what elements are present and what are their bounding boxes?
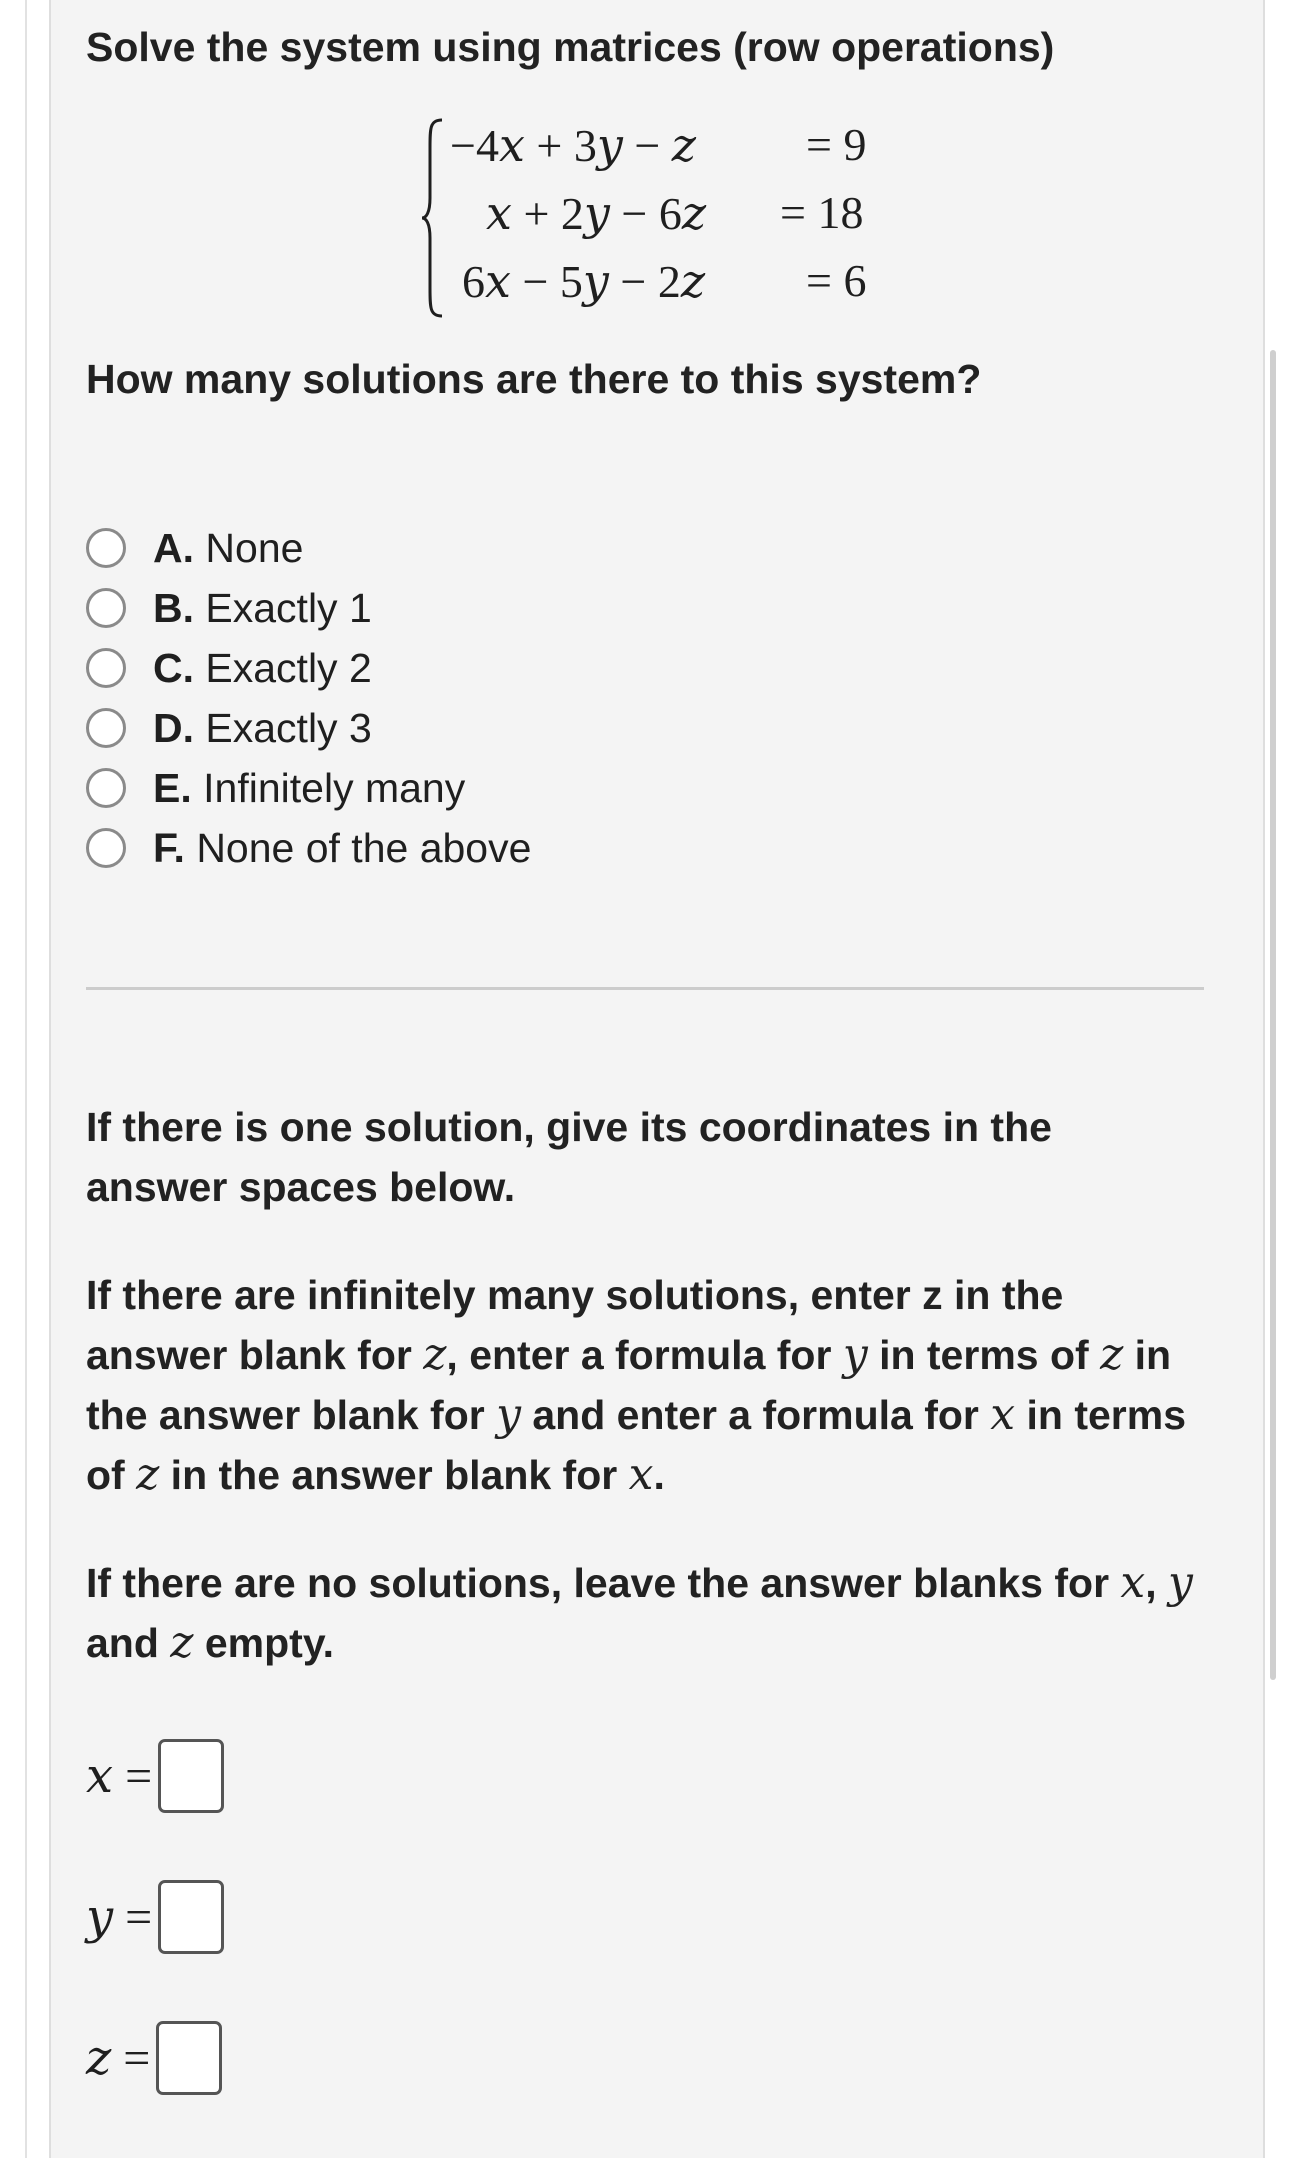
radio-icon[interactable]: [86, 528, 126, 568]
option-label: Exactly 3: [205, 704, 372, 751]
option-d-text: [153, 705, 372, 752]
var-y: 𝑦: [1168, 1558, 1193, 1607]
instruction-text: in terms: [1015, 1392, 1186, 1438]
answer-input-y[interactable]: [158, 1880, 224, 1954]
var-y: 𝑦: [496, 1390, 521, 1439]
instruction-one-solution: [86, 1097, 1216, 1217]
option-a[interactable]: [86, 518, 786, 578]
instruction-text: in terms of: [867, 1332, 1101, 1378]
left-brace-icon: [420, 118, 444, 318]
answer-row-x: [86, 1736, 224, 1816]
option-b-text: [153, 585, 372, 632]
option-d[interactable]: [86, 698, 786, 758]
question-text: How many solutions are there to this system?: [86, 356, 982, 402]
option-label: None of the above: [196, 824, 532, 871]
radio-icon[interactable]: [86, 588, 126, 628]
option-letter: F.: [153, 824, 185, 871]
var-x: 𝑥: [86, 1750, 114, 1803]
option-b[interactable]: [86, 578, 786, 638]
section-divider: [86, 987, 1204, 990]
option-e[interactable]: [86, 758, 786, 818]
equation-2-rhs: = 18: [780, 187, 864, 238]
var-z: 𝑧: [1100, 1330, 1124, 1379]
var-z: 𝑧: [423, 1330, 447, 1379]
var-z: 𝑧: [86, 2032, 112, 2085]
page-edge: [25, 0, 27, 2158]
option-label: Infinitely many: [203, 764, 466, 811]
instruction-text: If there are infinitely many solutions, enter z in the: [86, 1272, 1064, 1318]
equation-2-lhs: 𝑥 + 2𝑦 − 6𝑧: [486, 188, 707, 239]
answer-row-z: [86, 2018, 222, 2098]
equation-1-rhs: = 9: [806, 119, 867, 170]
radio-icon[interactable]: [86, 768, 126, 808]
instruction-text: the answer blank for: [86, 1392, 497, 1438]
var-z: 𝑧: [136, 1450, 160, 1499]
equals-sign: =: [113, 1891, 153, 1944]
instruction-line: If there is one solution, give its coordinates in the: [86, 1104, 1052, 1150]
var-x: 𝑥: [628, 1450, 654, 1499]
option-c[interactable]: [86, 638, 786, 698]
answer-label-x: [86, 1748, 152, 1804]
option-c-text: [153, 645, 372, 692]
option-label: Exactly 2: [205, 644, 372, 691]
equals-sign: =: [113, 1750, 153, 1803]
answer-options: [86, 518, 786, 878]
var-x: 𝑥: [1120, 1558, 1146, 1607]
problem-card: [49, 0, 1265, 2158]
option-label: None: [205, 524, 304, 571]
scrollbar[interactable]: [1270, 350, 1276, 1680]
equation-3-lhs: 6𝑥 − 5𝑦 − 2𝑧: [462, 256, 706, 307]
instruction-line: answer spaces below.: [86, 1164, 516, 1210]
instruction-text: , enter a formula for: [446, 1332, 843, 1378]
instruction-text: in the answer blank for: [159, 1452, 629, 1498]
equals-sign: =: [111, 2032, 151, 2085]
option-f-text: [153, 825, 531, 872]
equation-3-rhs: = 6: [806, 255, 867, 306]
instruction-text: .: [653, 1452, 665, 1498]
problem-prompt: Solve the system using matrices (row operations): [86, 24, 1055, 70]
instruction-text: empty.: [193, 1620, 334, 1666]
option-letter: D.: [153, 704, 194, 751]
option-label: Exactly 1: [205, 584, 372, 631]
option-letter: C.: [153, 644, 194, 691]
option-letter: A.: [153, 524, 194, 571]
answer-row-y: [86, 1877, 224, 1957]
var-y: 𝑦: [842, 1330, 868, 1379]
equation-system: [420, 118, 900, 318]
option-letter: E.: [153, 764, 192, 811]
option-e-text: [153, 765, 465, 812]
instruction-text: in: [1123, 1332, 1172, 1378]
instruction-text: and enter a formula for: [520, 1392, 991, 1438]
option-a-text: [153, 525, 303, 572]
var-y: 𝑦: [86, 1891, 114, 1944]
answer-input-z[interactable]: [156, 2021, 222, 2095]
option-f[interactable]: [86, 818, 786, 878]
instruction-text: ,: [1145, 1560, 1169, 1606]
radio-icon[interactable]: [86, 648, 126, 688]
var-z: 𝑧: [170, 1618, 194, 1667]
answer-input-x[interactable]: [158, 1739, 224, 1813]
instruction-no-solutions: [86, 1553, 1216, 1673]
instruction-text: and: [86, 1620, 171, 1666]
answer-label-z: [86, 2030, 150, 2086]
radio-icon[interactable]: [86, 828, 126, 868]
radio-icon[interactable]: [86, 708, 126, 748]
equation-1-lhs: −4𝑥 + 3𝑦 − 𝑧: [450, 120, 696, 171]
answer-label-y: [86, 1889, 152, 1945]
instruction-text: If there are no solutions, leave the answer blanks for: [86, 1560, 1121, 1606]
var-x: 𝑥: [990, 1390, 1016, 1439]
instruction-text: of: [86, 1452, 137, 1498]
option-letter: B.: [153, 584, 194, 631]
instruction-text: answer blank for: [86, 1332, 424, 1378]
instruction-infinite: [86, 1265, 1216, 1505]
